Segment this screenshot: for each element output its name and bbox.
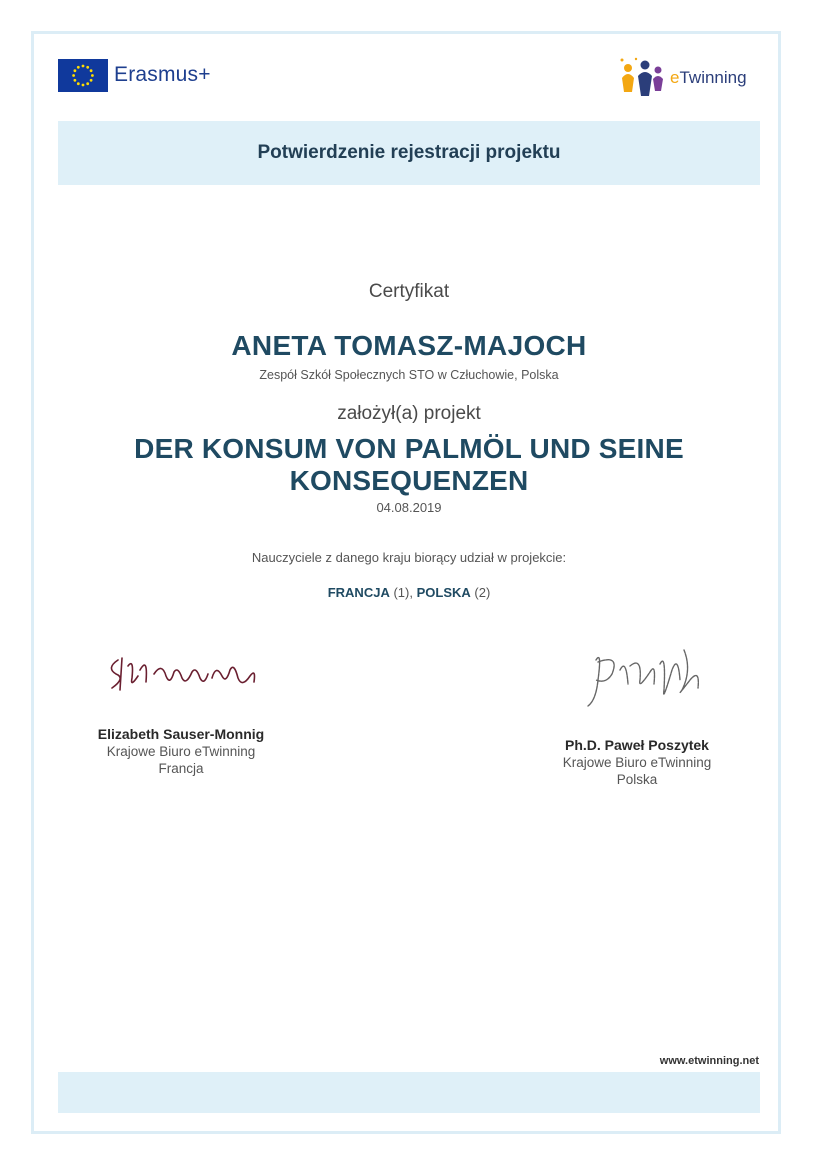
etwinning-logo-twinning: Twinning [679,68,747,87]
certificate-label: Certyfikat [368,281,450,302]
header-band [58,121,760,185]
certificate-frame [31,31,781,1134]
country-name: FRANCJA [327,585,390,600]
etwinning-logo [618,56,747,100]
etwinning-figures-icon [618,56,666,100]
signature-block-right [524,737,750,788]
project-title-line-2: KONSEQUENZEN [289,465,529,496]
recipient-name: ANETA TOMASZ-MAJOCH [231,330,587,361]
signature-block-left [68,726,294,777]
signer-office: Krajowe Biuro eTwinning [106,744,256,759]
etwinning-logo-text [670,68,747,88]
signer-name: Ph.D. Paweł Poszytek [565,737,709,753]
signer-country: Francja [158,761,204,776]
signature-right-image [568,640,708,716]
project-date: 04.08.2019 [376,500,442,515]
project-title [58,433,760,497]
footer-link[interactable]: www.etwinning.net [659,1055,759,1067]
signer-country: Polska [616,772,658,787]
signature-left-image [104,648,264,698]
project-title-line-1: DER KONSUM VON PALMÖL UND SEINE [134,433,684,464]
country-name: POLSKA [416,585,471,600]
footer-band [58,1072,760,1113]
page-title: Potwierdzenie rejestracji projektu [257,142,561,163]
signer-name: Elizabeth Sauser-Monnig [97,726,265,742]
countries-list: FRANCJA (1), POLSKA (2) [327,585,491,600]
erasmus-logo [58,58,211,92]
school-name: Zespół Szkół Społecznych STO w Człuchowie, Polska [259,368,559,382]
teachers-label: Nauczyciele z danego kraju biorący udział w projekcie: [251,550,567,565]
signer-office: Krajowe Biuro eTwinning [562,755,712,770]
etwinning-logo-e: e [670,68,680,87]
country-count: (1) [393,585,410,600]
country-count: (2) [474,585,491,600]
founded-text: założył(a) projekt [337,403,481,424]
eu-flag-icon [58,59,108,92]
erasmus-logo-text: Erasmus+ [114,63,211,86]
